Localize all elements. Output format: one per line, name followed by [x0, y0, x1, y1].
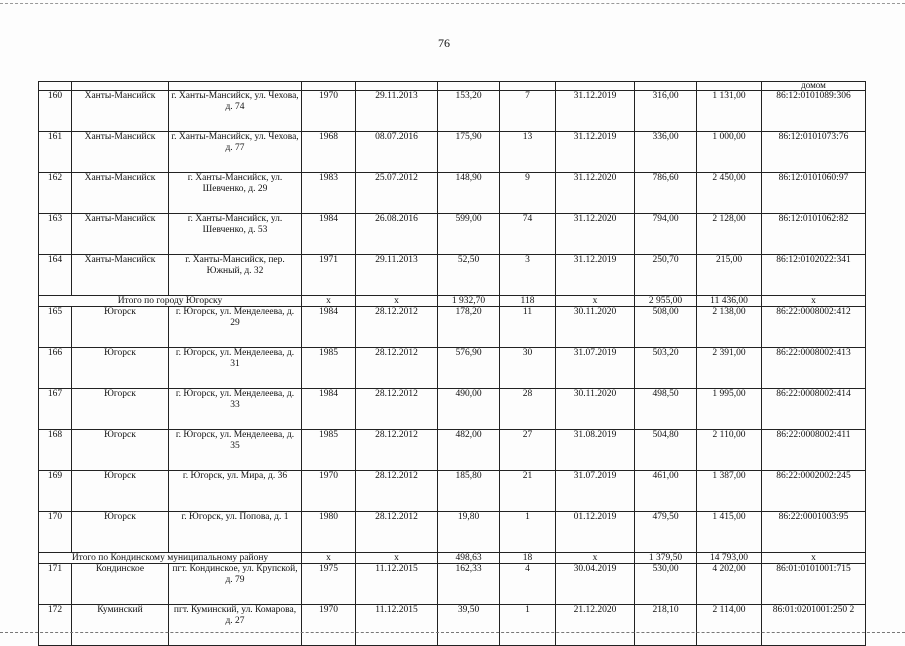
subtotal-label: Итого по Кондинскому муниципальному району: [39, 553, 302, 564]
cell-cadastre: 86:12:0101073:76: [762, 132, 866, 173]
cell-cost: 530,00: [635, 564, 697, 605]
cell-residents: 11: [500, 307, 556, 348]
cell-cadastre: 86:22:0002002:245: [762, 471, 866, 512]
table-row: [39, 214, 866, 255]
cell-date: 28.12.2012: [356, 512, 438, 553]
subtotal-cadastre: х: [762, 553, 866, 564]
subtotal-deadline: х: [556, 553, 635, 564]
cell-date: 25.07.2012: [356, 173, 438, 214]
cell-date: 11.12.2015: [356, 564, 438, 605]
cell-total: 2 114,00: [697, 605, 762, 646]
cell-year: 1985: [302, 430, 356, 471]
cell-residents: 1: [500, 605, 556, 646]
cell-residents: 3: [500, 255, 556, 296]
cell-total: 1 000,00: [697, 132, 762, 173]
subtotal-cost: 1 379,50: [635, 553, 697, 564]
subtotal-residents: 118: [500, 296, 556, 307]
cell-residents: 74: [500, 214, 556, 255]
subtotal-year: х: [302, 553, 356, 564]
cell-cadastre: 86:22:0008002:413: [762, 348, 866, 389]
cell-cost: 316,00: [635, 91, 697, 132]
cell-number: 171: [39, 564, 72, 605]
subtotal-row: [39, 553, 866, 564]
cell-cadastre: 86:01:0201001:250 2: [762, 605, 866, 646]
cell-cadastre: 86:12:0102022:341: [762, 255, 866, 296]
cell-total: 2 391,00: [697, 348, 762, 389]
table-row: [39, 173, 866, 214]
cell-city: Югорск: [72, 348, 169, 389]
cell-cadastre: 86:12:0101060:97: [762, 173, 866, 214]
cell-deadline: 21.12.2020: [556, 605, 635, 646]
cell-number: 170: [39, 512, 72, 553]
cell-number: 169: [39, 471, 72, 512]
cell-cost: 336,00: [635, 132, 697, 173]
table-row: [39, 307, 866, 348]
cell-city: Югорск: [72, 307, 169, 348]
cell-city: Ханты-Мансийск: [72, 255, 169, 296]
cell-number: 172: [39, 605, 72, 646]
cell-area: 39,50: [438, 605, 500, 646]
subtotal-label: Итого по городу Югорску: [39, 296, 302, 307]
cell-total: 1 387,00: [697, 471, 762, 512]
cell-total: 1 415,00: [697, 512, 762, 553]
cell-address: пгт. Кондинское, ул. Крупской, д. 79: [169, 564, 302, 605]
cell-city: Ханты-Мансийск: [72, 91, 169, 132]
cell-cadastre: 86:12:0101062:82: [762, 214, 866, 255]
table-row: [39, 91, 866, 132]
cell-address: пгт. Куминский, ул. Комарова, д. 27: [169, 605, 302, 646]
cell-date: 28.12.2012: [356, 471, 438, 512]
cell-residents: 4: [500, 564, 556, 605]
cell-number: 161: [39, 132, 72, 173]
cell-deadline: 31.12.2019: [556, 132, 635, 173]
cell-address: г. Ханты-Мансийск, ул. Чехова, д. 74: [169, 91, 302, 132]
cell-address: г. Ханты-Мансийск, ул. Шевченко, д. 53: [169, 214, 302, 255]
subtotal-area: 1 932,70: [438, 296, 500, 307]
cell-total: 2 138,00: [697, 307, 762, 348]
cell-residents: 30: [500, 348, 556, 389]
subtotal-area: 498,63: [438, 553, 500, 564]
cell-deadline: 31.12.2019: [556, 255, 635, 296]
cell-year: 1971: [302, 255, 356, 296]
cell-area: 162,33: [438, 564, 500, 605]
cell-deadline: 30.04.2019: [556, 564, 635, 605]
cell-address: г. Югорск, ул. Попова, д. 1: [169, 512, 302, 553]
cell-total: 4 202,00: [697, 564, 762, 605]
cell-area: 19,80: [438, 512, 500, 553]
cell-number: 162: [39, 173, 72, 214]
cell-year: 1984: [302, 214, 356, 255]
cell-deadline: 30.11.2020: [556, 389, 635, 430]
cell-area: 175,90: [438, 132, 500, 173]
cell-cost: 794,00: [635, 214, 697, 255]
cell-cadastre: 86:01:0101001:715: [762, 564, 866, 605]
subtotal-total: 11 436,00: [697, 296, 762, 307]
cell-date: 11.12.2015: [356, 605, 438, 646]
cell-residents: 28: [500, 389, 556, 430]
cell-number: 163: [39, 214, 72, 255]
cell-year: 1983: [302, 173, 356, 214]
cell-city: Югорск: [72, 389, 169, 430]
cell-total: 215,00: [697, 255, 762, 296]
table-row: [39, 255, 866, 296]
cell-cost: 498,50: [635, 389, 697, 430]
cell-area: 52,50: [438, 255, 500, 296]
cell-number: 168: [39, 430, 72, 471]
table-row: [39, 132, 866, 173]
cell-cadastre: 86:22:0008002:412: [762, 307, 866, 348]
carry-over-note: домом: [801, 81, 826, 90]
cell-date: 28.12.2012: [356, 389, 438, 430]
cell-deadline: 01.12.2019: [556, 512, 635, 553]
cell-city: Югорск: [72, 430, 169, 471]
cell-cost: 786,60: [635, 173, 697, 214]
cell-area: 482,00: [438, 430, 500, 471]
cell-residents: 27: [500, 430, 556, 471]
cell-address: г. Югорск, ул. Мира, д. 36: [169, 471, 302, 512]
cell-cost: 250,70: [635, 255, 697, 296]
cell-date: 28.12.2012: [356, 430, 438, 471]
table-row: [39, 348, 866, 389]
cell-address: г. Ханты-Мансийск, пер. Южный, д. 32: [169, 255, 302, 296]
cell-city: Куминский: [72, 605, 169, 646]
subtotal-cost: 2 955,00: [635, 296, 697, 307]
cell-year: 1970: [302, 605, 356, 646]
cell-year: 1984: [302, 389, 356, 430]
cell-city: Ханты-Мансийск: [72, 173, 169, 214]
subtotal-date: х: [356, 553, 438, 564]
subtotal-row: [39, 296, 866, 307]
cell-number: 160: [39, 91, 72, 132]
subtotal-residents: 18: [500, 553, 556, 564]
table-row: [39, 430, 866, 471]
cell-area: 178,20: [438, 307, 500, 348]
cell-total: 1 131,00: [697, 91, 762, 132]
table-row: [39, 564, 866, 605]
cell-area: 148,90: [438, 173, 500, 214]
cell-address: г. Югорск, ул. Менделеева, д. 31: [169, 348, 302, 389]
cell-address: г. Югорск, ул. Менделеева, д. 35: [169, 430, 302, 471]
cell-cost: 508,00: [635, 307, 697, 348]
subtotal-date: х: [356, 296, 438, 307]
cell-cadastre: 86:22:0008002:414: [762, 389, 866, 430]
cell-address: г. Югорск, ул. Менделеева, д. 29: [169, 307, 302, 348]
cell-area: 599,00: [438, 214, 500, 255]
table-header-row: [39, 82, 866, 91]
cell-area: 153,20: [438, 91, 500, 132]
cell-date: 08.07.2016: [356, 132, 438, 173]
cell-residents: 13: [500, 132, 556, 173]
cell-year: 1980: [302, 512, 356, 553]
cell-total: 2 450,00: [697, 173, 762, 214]
cell-year: 1985: [302, 348, 356, 389]
cell-deadline: 31.08.2019: [556, 430, 635, 471]
cell-city: Ханты-Мансийск: [72, 132, 169, 173]
subtotal-deadline: х: [556, 296, 635, 307]
cell-total: 1 995,00: [697, 389, 762, 430]
table-row: [39, 605, 866, 646]
cell-residents: 7: [500, 91, 556, 132]
page-number: 76: [438, 36, 450, 50]
cell-residents: 21: [500, 471, 556, 512]
housing-register-table: [38, 81, 866, 646]
cell-date: 26.08.2016: [356, 214, 438, 255]
cell-number: 164: [39, 255, 72, 296]
cell-date: 28.12.2012: [356, 348, 438, 389]
cell-deadline: 30.11.2020: [556, 307, 635, 348]
cell-cadastre: 86:22:0008002:411: [762, 430, 866, 471]
cell-cost: 218,10: [635, 605, 697, 646]
subtotal-cadastre: х: [762, 296, 866, 307]
cell-cost: 461,00: [635, 471, 697, 512]
cell-deadline: 31.07.2019: [556, 471, 635, 512]
cell-city: Югорск: [72, 512, 169, 553]
cell-year: 1970: [302, 471, 356, 512]
cell-year: 1968: [302, 132, 356, 173]
cell-cadastre: 86:22:0001003:95: [762, 512, 866, 553]
table-row: [39, 512, 866, 553]
cell-year: 1975: [302, 564, 356, 605]
cell-total: 2 110,00: [697, 430, 762, 471]
cell-address: г. Ханты-Мансийск, ул. Чехова, д. 77: [169, 132, 302, 173]
bottom-border-line: [0, 632, 905, 633]
cell-address: г. Югорск, ул. Менделеева, д. 33: [169, 389, 302, 430]
cell-address: г. Ханты-Мансийск, ул. Шевченко, д. 29: [169, 173, 302, 214]
cell-deadline: 31.12.2020: [556, 173, 635, 214]
subtotal-total: 14 793,00: [697, 553, 762, 564]
cell-cost: 503,20: [635, 348, 697, 389]
cell-total: 2 128,00: [697, 214, 762, 255]
cell-city: Ханты-Мансийск: [72, 214, 169, 255]
cell-city: Кондинское: [72, 564, 169, 605]
cell-area: 576,90: [438, 348, 500, 389]
cell-number: 167: [39, 389, 72, 430]
table-row: [39, 389, 866, 430]
top-border-line: [0, 3, 905, 4]
cell-number: 165: [39, 307, 72, 348]
cell-deadline: 31.12.2019: [556, 91, 635, 132]
cell-area: 185,80: [438, 471, 500, 512]
cell-deadline: 31.07.2019: [556, 348, 635, 389]
cell-residents: 9: [500, 173, 556, 214]
cell-year: 1984: [302, 307, 356, 348]
cell-city: Югорск: [72, 471, 169, 512]
cell-cadastre: 86:12:0101089:306: [762, 91, 866, 132]
table-row: [39, 471, 866, 512]
cell-cost: 479,50: [635, 512, 697, 553]
cell-number: 166: [39, 348, 72, 389]
cell-date: 29.11.2013: [356, 255, 438, 296]
cell-area: 490,00: [438, 389, 500, 430]
cell-date: 28.12.2012: [356, 307, 438, 348]
cell-residents: 1: [500, 512, 556, 553]
cell-date: 29.11.2013: [356, 91, 438, 132]
subtotal-year: х: [302, 296, 356, 307]
cell-deadline: 31.12.2020: [556, 214, 635, 255]
cell-cost: 504,80: [635, 430, 697, 471]
cell-year: 1970: [302, 91, 356, 132]
